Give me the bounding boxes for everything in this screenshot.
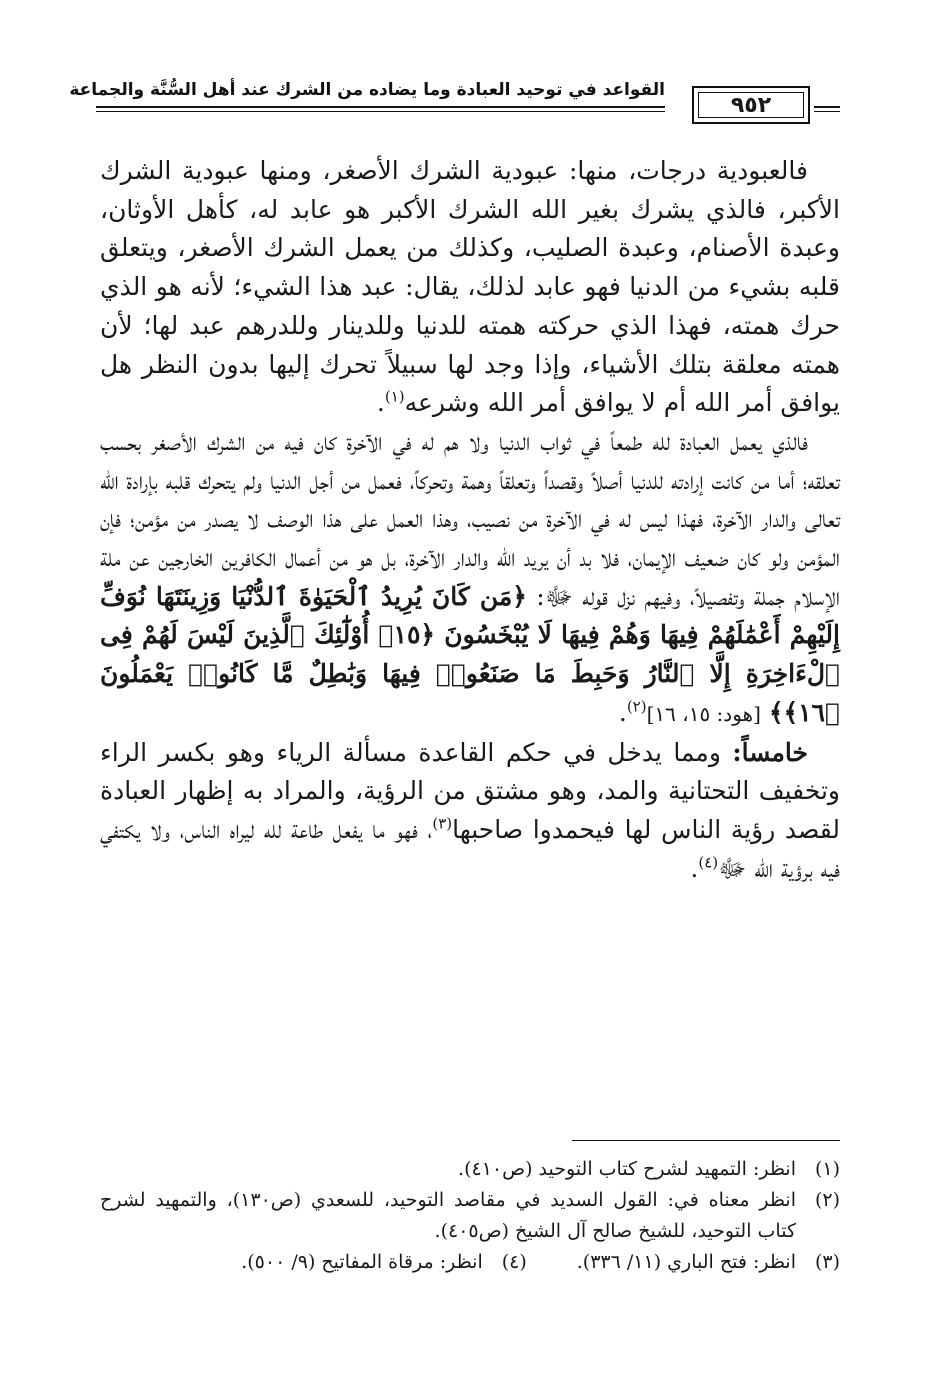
page-number: ٩٥٢ bbox=[730, 92, 772, 118]
section-lead: خامساً: bbox=[732, 737, 808, 767]
footnote-separator bbox=[572, 1140, 840, 1141]
paragraph-2-text: فالذي يعمل العبادة لله طمعاً في ثواب الدنيا ولا هم له في الآخرة كان فيه من الشرك الأصغر بحسب تعلقه؛ أما من كانت إرادته للدنيا أصلاً وقصداً وتعلقاً وهمة وتحركاً، فعمل من أجل الدنيا ولم يتحرك قلبه بإرادة الله تعالى والدار الآخرة، فهذا ليس له في الآخرة من نصيب، وهذا العمل على هذا الوصف لا يصدر من مؤمن؛ فإن المؤمن ولو كان ضعيف الإيمان، فلا بد أن يريد الله والدار الآخرة، بل هو من أعمال الكافرين الخارجين عن ملة الإسلام جملة وتفصيلاً، وفيهم نزل قوله ﷻ: bbox=[100, 426, 840, 611]
footnote-ref-2[interactable]: (٢) bbox=[626, 697, 647, 716]
footnote-number: (٤) bbox=[501, 1251, 527, 1273]
quran-citation: [هود: ١٥، ١٦] bbox=[646, 701, 761, 726]
header-rule bbox=[96, 106, 665, 108]
footnote-number: (٣) bbox=[814, 1251, 840, 1273]
page-number-frame bbox=[692, 86, 810, 124]
footnote-text: انظر: فتح الباري (١١/ ٣٣٦). bbox=[576, 1251, 796, 1273]
header-rule-thin bbox=[96, 111, 665, 112]
footnote-ref-3[interactable]: (٣) bbox=[432, 814, 453, 833]
paragraph-1-text: فالعبودية درجات، منها: عبودية الشرك الأصغر، ومنها عبودية الشرك الأكبر، فالذي يشرك بغير الله الشرك الأكبر هو عابد له، كأهل الأوثان، وعبدة الأصنام، وعبدة الصليب، وكذلك من يعمل الشرك الأصغر، ويتعلق قلبه بشيء من الدنيا فهو عابد لذلك، يقال: عبد هذا الشيء؛ لأنه هو الذي حرك همته، فهذا الذي حركته همته للدنيا وللدينار وللدرهم عبد لها؛ لأن همته معلقة بتلك الأشياء، وإذا وجد لها سبيلاً تحرك إليها بدون النظر هل يوافق أمر الله أم لا يوافق أمر الله وشرعه bbox=[100, 156, 840, 418]
page-header bbox=[69, 76, 840, 132]
footnote-gap bbox=[527, 1247, 577, 1278]
paragraph-3-end: . bbox=[690, 853, 699, 883]
footnotes bbox=[100, 1154, 840, 1278]
paragraph-2 bbox=[100, 423, 840, 734]
paragraph-1 bbox=[100, 152, 840, 423]
paragraph-1-end: . bbox=[376, 388, 385, 418]
main-text bbox=[100, 152, 840, 888]
number-rule-thin bbox=[814, 111, 840, 112]
footnote-number: (١) bbox=[814, 1158, 840, 1180]
paragraph-3-mid: ، فهو ما يفعل طاعة لله ليراه الناس، ولا يكتفي فيه برؤية الله ﷻ bbox=[100, 814, 840, 883]
footnote-number: (٢) bbox=[814, 1189, 840, 1211]
paragraph-3-text: ومما يدخل في حكم القاعدة مسألة الرياء وهو بكسر الراء وتخفيف التحتانية والمد، وهو مشتق من الرؤية، والمراد به إظهار العبادة لقصد رؤية الناس لها فيحمدوا صاحبها bbox=[100, 737, 840, 844]
footnote-text: انظر: التمهيد لشرح كتاب التوحيد (ص٤١٠). bbox=[458, 1158, 796, 1180]
running-title: القواعد في توحيد العبادة وما يضاده من الشرك عند أهل السُّنَّة والجماعة bbox=[69, 80, 665, 100]
quran-verse: ﴿مَن كَانَ يُرِيدُ ٱلْحَيَوٰةَ ٱلدُّنْيَا وَزِينَتَهَا نُوَفِّ إِلَيْهِمْ أَعْمَٰلَهُمْ فِيهَا وَهُمْ فِيهَا لَا يُبْخَسُونَ ﴿١٥﴾ أُوْلَٰٓئِكَ ٱلَّذِينَ لَيْسَ لَهُمْ فِى ٱلْءَاخِرَةِ إِلَّا ٱلنَّارُ وَحَبِطَ مَا صَنَعُوا۟ فِيهَا وَبَٰطِلٌ مَّا كَانُوا۟ يَعْمَلُونَ ﴿١٦﴾﴾ bbox=[100, 581, 840, 727]
footnote-2 bbox=[100, 1185, 840, 1247]
footnote-3-4 bbox=[100, 1247, 840, 1278]
footnote-1 bbox=[100, 1154, 840, 1185]
footnote-text: انظر: مرقاة المفاتيح (٩/ ٥٠٠). bbox=[241, 1251, 483, 1273]
footnote-ref-4[interactable]: (٤) bbox=[698, 853, 719, 872]
footnote-ref-1[interactable]: (١) bbox=[384, 387, 405, 406]
footnote-text: انظر معناه في: القول السديد في مقاصد التوحيد، للسعدي (ص١٣٠)، والتمهيد لشرح كتاب التوحيد، للشيخ صالح آل الشيخ (ص٤٠٥). bbox=[100, 1189, 796, 1242]
quran-end: . bbox=[618, 697, 627, 727]
paragraph-3 bbox=[100, 734, 840, 889]
number-rule bbox=[814, 106, 840, 108]
